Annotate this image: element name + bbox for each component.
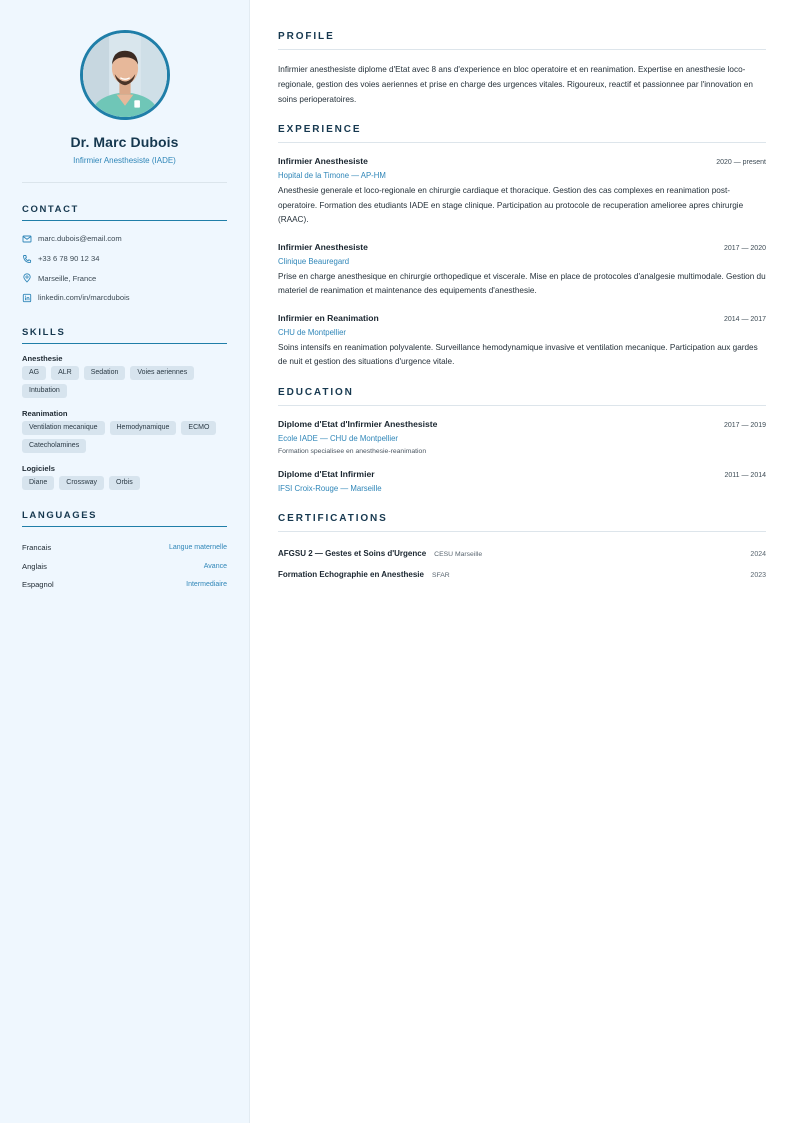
language-row [22,575,227,593]
job-title: Infirmier Anesthesiste [278,241,368,252]
language-row [22,557,227,575]
skill-chip: ECMO [181,421,216,435]
certification-year: 2024 [750,550,766,558]
skill-chip: Ventilation mecanique [22,421,105,435]
degree-dates: 2011 — 2014 [724,471,766,479]
school-name: IFSI Croix-Rouge — Marseille [278,483,382,493]
phone-icon [22,254,32,264]
language-name: Espagnol [22,579,54,589]
location-pin-icon [22,273,32,283]
avatar [80,30,170,120]
skill-chip-list [22,476,227,490]
education-entry [278,419,766,455]
contact-heading: CONTACT [22,204,227,221]
job-description: Anesthesie generale et loco-regionale en chirurgie cardiaque et thoracique. Gestion des cas complexes en reanimation post-operatoire. Formation des etudiants IADE en stage clinique. Participation au protocole de recuperation amelioree apres chirurgie (RAAC). [278,186,744,224]
degree-note: Formation specialisee en anesthesie-reanimation [278,447,427,455]
degree-name: Diplome d'Etat Infirmier [278,468,375,479]
profile-photo [83,33,167,117]
skills-section [22,327,227,490]
experience-entry [278,242,766,299]
contact-email[interactable] [22,229,227,249]
language-list [22,539,227,594]
language-row [22,539,227,557]
language-level: Avance [203,562,227,570]
certification-year: 2023 [750,571,766,579]
job-title: Infirmier en Reanimation [278,312,379,323]
contact-location-text: Marseille, France [38,273,97,283]
skill-chip-list [22,366,227,398]
profile-heading: PROFILE [278,31,766,50]
languages-heading: LANGUAGES [22,510,227,527]
certification-row [278,570,766,591]
divider [22,182,227,183]
contact-location [22,268,227,288]
job-title: Infirmier Anesthesiste [278,156,368,166]
skill-chip: Voies aeriennes [130,366,194,380]
certification-issuer: CESU Marseille [434,550,483,558]
main-content [278,0,766,591]
skill-chip: Diane [22,476,54,490]
experience-entry [278,313,766,370]
contact-email-text: marc.dubois@email.com [38,234,122,244]
degree-dates: 2017 — 2019 [723,421,766,429]
skill-chip: Sedation [84,366,126,380]
certification-name: AFGSU 2 — Gestes et Soins d'Urgence [278,548,427,558]
job-dates: 2017 — 2020 [723,244,766,252]
skill-chip: ALR [51,366,79,380]
contact-list [22,229,227,308]
education-heading: EDUCATION [278,387,766,406]
job-description: Soins intensifs en reanimation polyvalente. Surveillance hemodynamique invasive et ventilation mecanique. Participation aux gardes de nuit et gestion des situations d'urgence vitale. [278,342,758,366]
certifications-heading: CERTIFICATIONS [278,513,766,532]
contact-linkedin[interactable] [22,288,227,308]
skill-chip: Catecholamines [22,439,86,453]
experience-entry [278,156,766,228]
person-title: Infirmier Anesthesiste (IADE) [73,156,176,165]
contact-section [22,204,227,308]
job-employer: CHU de Montpellier [278,327,347,337]
job-dates: 2020 — present [716,159,766,166]
education-entry [278,469,766,493]
sidebar [0,0,250,1123]
certification-list [278,549,766,591]
contact-linkedin-text: linkedin.com/in/marcdubois [38,293,130,303]
person-name: Dr. Marc Dubois [70,134,179,150]
profile-section [278,31,766,107]
job-dates: 2014 — 2017 [723,315,766,323]
skill-category-name: Anesthesie [22,353,63,363]
language-name: Francais [22,543,52,553]
skill-category-name: Reanimation [22,408,68,418]
certifications-section [278,513,766,591]
skills-heading: SKILLS [22,327,227,344]
skill-chip: Intubation [22,384,67,398]
contact-phone-text: +33 6 78 90 12 34 [38,254,100,264]
contact-phone[interactable] [22,249,227,269]
certification-issuer: SFAR [431,571,450,579]
language-level: Intermediaire [186,580,227,588]
experience-section [278,124,766,370]
skill-chip: Hemodynamique [110,421,177,435]
skill-chip: AG [22,366,46,380]
language-name: Anglais [22,561,47,571]
skill-chip-list [22,421,227,453]
certification-row [278,549,766,570]
school-name: Ecole IADE — CHU de Montpellier [278,433,399,443]
certification-name: Formation Echographie en Anesthesie [278,569,424,579]
experience-heading: EXPERIENCE [278,124,766,143]
job-employer: Clinique Beauregard [278,256,350,266]
job-employer: Hopital de la Timone — AP-HM [278,171,386,180]
skill-chip: Crossway [59,476,104,490]
languages-section [22,510,227,594]
language-level: Langue maternelle [169,544,227,552]
degree-name: Diplome d'Etat d'Infirmier Anesthesiste [278,418,438,429]
job-description: Prise en charge anesthesique en chirurgie orthopedique et viscerale. Mise en place de protocoles d'analgesie multimodale. Gestion du materiel de reanimation et maintenance des equipements d'anesthesie. [278,271,766,295]
mail-icon [22,234,32,244]
education-section [278,387,766,493]
skill-chip: Orbis [109,476,140,490]
skill-category-name: Logiciels [22,463,55,473]
profile-text: Infirmier anesthesiste diplome d'Etat avec 8 ans d'experience en bloc operatoire et en reanimation. Expertise en anesthesie loco-regionale, gestion des voies aeriennes et prise en charge des urgences vitales. Rigoureux, reactif et passionnee par l'innovation en soins perioperatoires. [278,65,753,104]
linkedin-icon [22,293,32,303]
